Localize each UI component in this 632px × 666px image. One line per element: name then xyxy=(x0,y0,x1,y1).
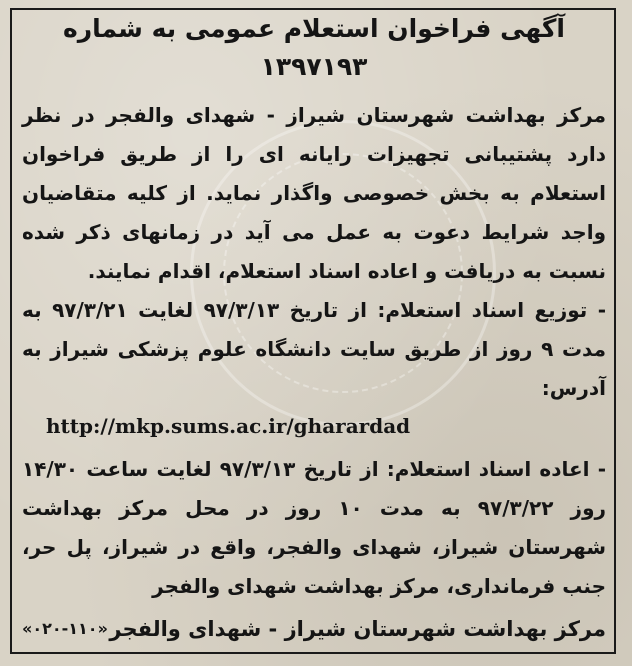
notice-intro: مرکز بهداشت شهرستان شیراز - شهدای والفجر در نظر دارد پشتیبانی تجهیزات رایانه ای را از طریق فراخوان استعلام به بخش خصوصی واگذار نماید. از کلیه متقاضیان واجد شرایط دعوت به عمل می آید در زمانهای ذکر شده نسبت به دریافت و اعاده اسناد استعلام، اقدام نمایند. xyxy=(22,103,606,283)
notice-url[interactable]: http://mkp.sums.ac.ir/gharardad xyxy=(46,414,411,438)
notice-title: آگهی فراخوان استعلام عمومی به شماره ۱۳۹۷۱۹۳ xyxy=(62,14,565,81)
notice-return: - اعاده اسناد استعلام: از تاریخ ۹۷/۳/۱۳ لغایت ساعت ۱۴/۳۰ روز ۹۷/۳/۲۲ به مدت ۱۰ روز در محل مرکز بهداشت شهرستان شیراز، شهدای والفجر، واقع در شیراز، پل حر، جنب فرمانداری، مرکز بهداشت شهدای والفجر xyxy=(22,457,607,598)
notice-footer xyxy=(22,612,606,646)
footer-code: «۰۲۰-۱۱۰» xyxy=(22,619,108,638)
notice-distribution: - توزیع اسناد استعلام: از تاریخ ۹۷/۳/۱۳ لغایت ۹۷/۳/۲۱ به مدت ۹ روز از طریق سایت دانشگاه علوم پزشکی شیراز به آدرس: xyxy=(22,298,606,400)
notice-body xyxy=(22,10,606,606)
footer-organization: مرکز بهداشت شهرستان شیراز - شهدای والفجر xyxy=(109,617,606,641)
